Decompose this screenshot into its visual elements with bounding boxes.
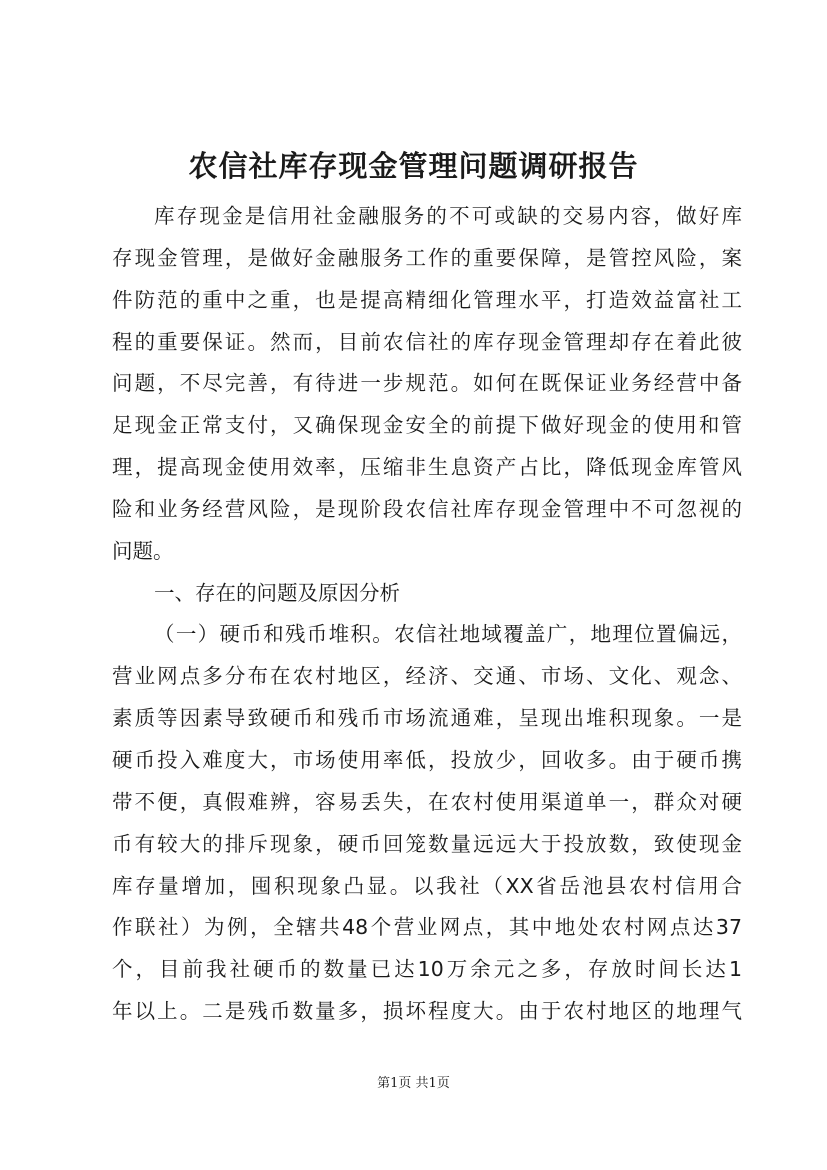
page-footer: 第1页 共1页 bbox=[377, 1076, 450, 1091]
paragraph-line: 问题，不尽完善，有待进一步规范。如何在既保证业务经营中备 bbox=[112, 371, 742, 396]
paragraph-line: 问题。 bbox=[112, 538, 174, 563]
paragraph-line: 库存量增加，囤积现象凸显。以我社（XX省岳池县农村信用合 bbox=[112, 873, 742, 898]
paragraph-line: 存现金管理，是做好金融服务工作的重要保障，是管控风险，案 bbox=[112, 245, 742, 270]
paragraph-line: （一）硬币和残币堆积。农信社地域覆盖广，地理位置偏远， bbox=[154, 622, 742, 647]
paragraph-line: 件防范的重中之重，也是提高精细化管理水平，打造效益富社工 bbox=[112, 287, 742, 312]
page-title: 农信社库存现金管理问题调研报告 bbox=[188, 149, 639, 183]
document-body bbox=[112, 196, 742, 1033]
paragraph-line: 年以上。二是残币数量多，损坏程度大。由于农村地区的地理气 bbox=[112, 999, 742, 1024]
paragraph-line: 作联社）为例，全辖共48个营业网点，其中地处农村网点达37 bbox=[112, 915, 742, 940]
paragraph-line: 理，提高现金使用效率，压缩非生息资产占比，降低现金库管风 bbox=[112, 455, 742, 480]
paragraph-line: 营业网点多分布在农村地区，经济、交通、市场、文化、观念、 bbox=[112, 664, 742, 689]
paragraph-line: 个，目前我社硬币的数量已达10万余元之多，存放时间长达1 bbox=[112, 957, 742, 982]
paragraph-line: 险和业务经营风险，是现阶段农信社库存现金管理中不可忽视的 bbox=[112, 496, 742, 521]
paragraph-line: 程的重要保证。然而，目前农信社的库存现金管理却存在着此彼 bbox=[112, 329, 742, 354]
paragraph-line: 库存现金是信用社金融服务的不可或缺的交易内容，做好库 bbox=[154, 204, 742, 228]
paragraph-line: 足现金正常支付，又确保现金安全的前提下做好现金的使用和管 bbox=[112, 413, 742, 438]
paragraph-line: 币有较大的排斥现象，硬币回笼数量远远大于投放数，致使现金 bbox=[112, 831, 742, 856]
section-heading: 一、存在的问题及原因分析 bbox=[154, 580, 400, 605]
paragraph-line: 素质等因素导致硬币和残币市场流通难，呈现出堆积现象。一是 bbox=[112, 706, 742, 731]
paragraph-line: 硬币投入难度大，市场使用率低，投放少，回收多。由于硬币携 bbox=[112, 747, 742, 772]
paragraph-line: 带不便，真假难辨，容易丢失，在农村使用渠道单一，群众对硬 bbox=[112, 789, 742, 814]
